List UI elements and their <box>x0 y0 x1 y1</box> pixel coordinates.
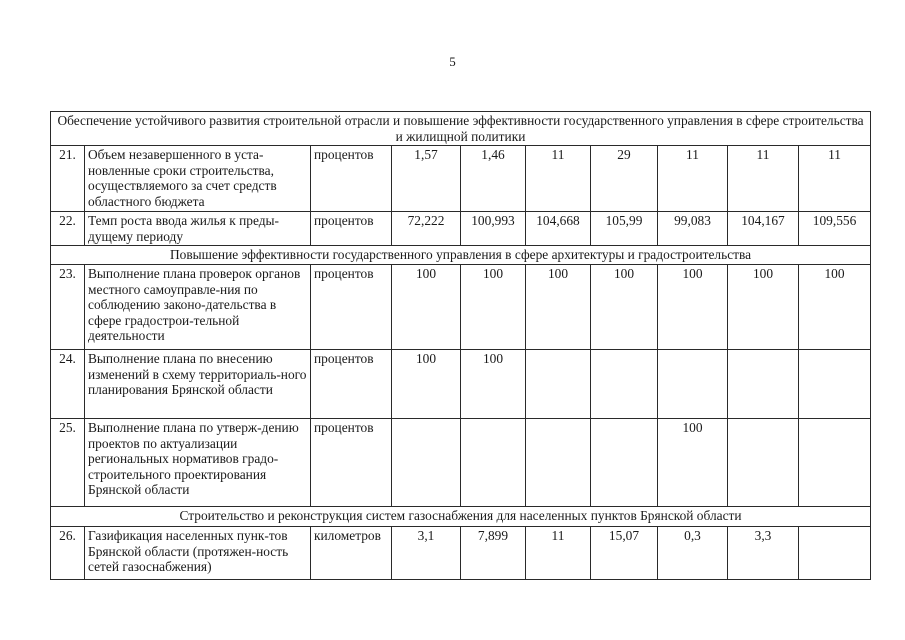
value-cell <box>526 350 591 419</box>
value-cell <box>728 350 799 419</box>
section-heading: Строительство и реконструкция систем газоснабжения для населенных пунктов Брянской области <box>51 507 871 527</box>
table-row <box>51 350 871 419</box>
value-cell: 11 <box>799 146 871 212</box>
indicator-name: Газификация населенных пунк-тов Брянской области (протяжен-ность сетей газоснабжения) <box>85 527 311 580</box>
value-cell: 109,556 <box>799 212 871 246</box>
value-cell: 11 <box>526 146 591 212</box>
table-row <box>51 419 871 507</box>
value-cell <box>658 350 728 419</box>
value-cell: 100 <box>526 265 591 350</box>
section-row-gas-supply <box>51 507 871 527</box>
value-cell: 100 <box>392 265 461 350</box>
row-number: 26. <box>51 527 85 580</box>
value-cell: 104,167 <box>728 212 799 246</box>
value-cell: 72,222 <box>392 212 461 246</box>
row-number: 21. <box>51 146 85 212</box>
section-heading: Обеспечение устойчивого развития строительной отрасли и повышение эффективности государственного управления в сфере строительства и жилищной политики <box>51 112 871 146</box>
row-number: 22. <box>51 212 85 246</box>
value-cell: 100 <box>461 350 526 419</box>
value-cell: 105,99 <box>591 212 658 246</box>
value-cell: 11 <box>526 527 591 580</box>
value-cell: 100 <box>658 419 728 507</box>
section-heading: Повышение эффективности государственного управления в сфере архитектуры и градостроительства <box>51 246 871 265</box>
page-number: 5 <box>449 54 456 69</box>
value-cell: 3,3 <box>728 527 799 580</box>
indicator-name: Объем незавершенного в уста-новленные сроки строительства, осуществляемого за счет средств областного бюджета <box>85 146 311 212</box>
indicator-name: Темп роста ввода жилья к преды-дущему периоду <box>85 212 311 246</box>
value-cell: 29 <box>591 146 658 212</box>
value-cell: 1,46 <box>461 146 526 212</box>
value-cell: 100 <box>799 265 871 350</box>
value-cell: 100,993 <box>461 212 526 246</box>
value-cell: 100 <box>728 265 799 350</box>
indicator-name: Выполнение плана по внесению изменений в схему территориаль-ного планирования Брянской области <box>85 350 311 419</box>
unit-cell: процентов <box>311 350 392 419</box>
table-row <box>51 212 871 246</box>
row-number: 25. <box>51 419 85 507</box>
unit-cell: процентов <box>311 419 392 507</box>
value-cell: 7,899 <box>461 527 526 580</box>
value-cell: 1,57 <box>392 146 461 212</box>
value-cell: 100 <box>392 350 461 419</box>
value-cell <box>591 350 658 419</box>
row-number: 23. <box>51 265 85 350</box>
indicator-name: Выполнение плана проверок органов местного самоуправле-ния по соблюдению законо-дательства в сфере градострои-тельной деятельности <box>85 265 311 350</box>
table-row <box>51 146 871 212</box>
value-cell: 100 <box>461 265 526 350</box>
value-cell: 11 <box>728 146 799 212</box>
table-row <box>51 265 871 350</box>
value-cell: 3,1 <box>392 527 461 580</box>
value-cell <box>591 419 658 507</box>
indicator-name: Выполнение плана по утверж-дению проектов по актуализации региональных нормативов градо-строительного проектирования Брянской области <box>85 419 311 507</box>
value-cell: 15,07 <box>591 527 658 580</box>
value-cell <box>526 419 591 507</box>
table-row <box>51 527 871 580</box>
unit-cell: километров <box>311 527 392 580</box>
value-cell: 104,668 <box>526 212 591 246</box>
value-cell <box>799 350 871 419</box>
row-number: 24. <box>51 350 85 419</box>
section-row-construction <box>51 112 871 146</box>
value-cell: 0,3 <box>658 527 728 580</box>
value-cell: 100 <box>658 265 728 350</box>
value-cell <box>799 527 871 580</box>
value-cell: 99,083 <box>658 212 728 246</box>
value-cell <box>392 419 461 507</box>
value-cell: 11 <box>658 146 728 212</box>
value-cell <box>799 419 871 507</box>
value-cell <box>461 419 526 507</box>
unit-cell: процентов <box>311 212 392 246</box>
section-row-architecture <box>51 246 871 265</box>
value-cell: 100 <box>591 265 658 350</box>
value-cell <box>728 419 799 507</box>
unit-cell: процентов <box>311 265 392 350</box>
indicators-table <box>50 111 871 580</box>
unit-cell: процентов <box>311 146 392 212</box>
